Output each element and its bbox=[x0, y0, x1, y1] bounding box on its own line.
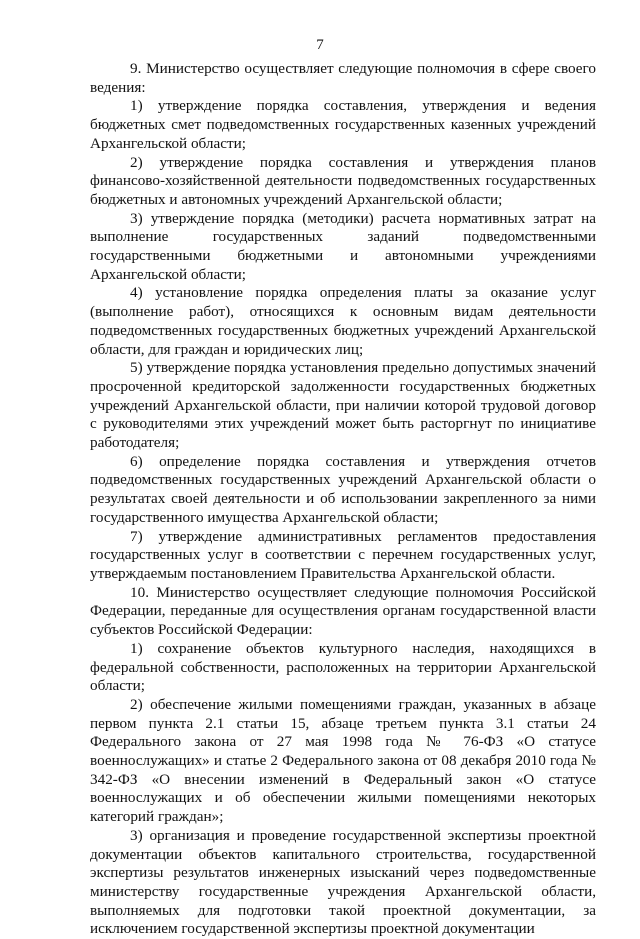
list-item-9-6: 6) определение порядка составления и утверждения отчетов подведомственных государственных учреждений Архангельской области о результатах своей деятельности и об использовании закрепленного за ними государственного имущества Архангельской области; bbox=[90, 452, 596, 526]
list-item-10-2: 2) обеспечение жилыми помещениями граждан, указанных в абзаце первом пункта 2.1 статьи 15, абзаце третьем пункта 3.1 статьи 24 Федерального закона от 27 мая 1998 года № 76-ФЗ «О статусе военнослужащих» и статье 2 Федерального закона от 08 декабря 2010 года № 342-ФЗ «О внесении изменений в Федеральный закон «О статусе военнослужащих и об обеспечении жилыми помещениями некоторых категорий граждан»; bbox=[90, 695, 596, 826]
page-number: 7 bbox=[316, 37, 324, 53]
list-item-10-1: 1) сохранение объектов культурного наследия, находящихся в федеральной собственности, расположенных на территории Архангельской области; bbox=[90, 639, 596, 695]
document-body bbox=[90, 60, 596, 939]
paragraph-9-intro: 9. Министерство осуществляет следующие полномочия в сфере своего ведения: bbox=[90, 60, 596, 96]
list-item-10-3: 3) организация и проведение государственной экспертизы проектной документации объектов капитального строительства, государственной экспертизы результатов инженерных изысканий через подведомственные министерству государственные учреждения Архангельской области, выполняемых для подготовки такой проектной документации, за исключением государственной экспертизы проектной документации bbox=[90, 826, 596, 938]
list-item-9-5: 5) утверждение порядка установления предельно допустимых значений просроченной кредиторской задолженности государственных бюджетных учреждений Архангельской области, при наличии которой трудовой договор с руководителями этих учреждений может быть расторгнут по инициативе работодателя; bbox=[90, 359, 596, 452]
list-item-9-2: 2) утверждение порядка составления и утверждения планов финансово-хозяйственной деятельности подведомственных государственных бюджетных и автономных учреждений Архангельской области; bbox=[90, 153, 596, 208]
list-item-9-7: 7) утверждение административных регламентов предоставления государственных услуг в соответствии с перечнем государственных услуг, утверждаемым постановлением Правительства Архангельской области. bbox=[90, 527, 596, 582]
list-item-9-3: 3) утверждение порядка (методики) расчета нормативных затрат на выполнение государственных заданий подведомственными государственными бюджетными и автономными учреждениями Архангельской области; bbox=[90, 209, 596, 283]
paragraph-10-intro: 10. Министерство осуществляет следующие полномочия Российской Федерации, переданные для осуществления органам государственной власти субъектов Российской Федерации: bbox=[90, 583, 596, 639]
list-item-9-1: 1) утверждение порядка составления, утверждения и ведения бюджетных смет подведомственных государственных казенных учреждений Архангельской области; bbox=[90, 97, 596, 152]
list-item-9-4: 4) установление порядка определения платы за оказание услуг (выполнение работ), относящихся к основным видам деятельности подведомственных государственных бюджетных учреждений Архангельской области, для граждан и юридических лиц; bbox=[90, 284, 596, 358]
